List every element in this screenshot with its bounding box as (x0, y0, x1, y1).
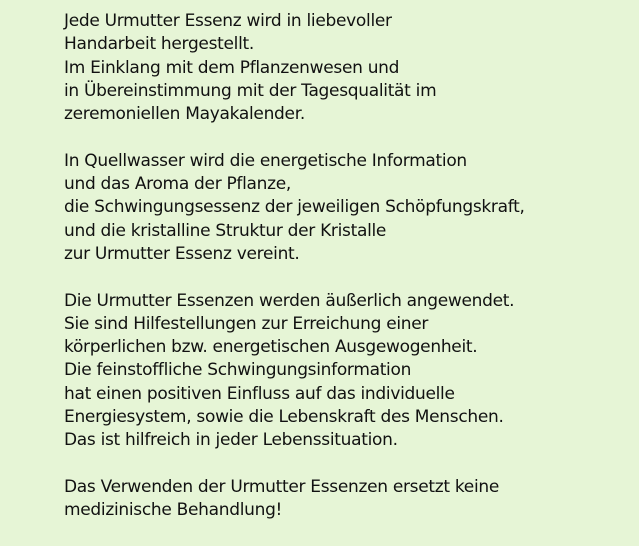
text-line: hat einen positiven Einfluss auf das individuelle (64, 383, 455, 404)
essence-description (64, 10, 634, 546)
text-line: Sie sind Hilfestellungen zur Erreichung einer (64, 313, 429, 334)
text-line: zur Urmutter Essenz vereint. (64, 243, 300, 264)
text-line: Das Verwenden der Urmutter Essenzen ersetzt keine (64, 476, 500, 497)
text-line: und das Aroma der Pflanze, (64, 174, 292, 195)
paragraph-handcrafted (64, 10, 634, 126)
text-line: und die kristalline Struktur der Kristalle (64, 220, 387, 241)
text-line: Die feinstoffliche Schwingungsinformation (64, 360, 412, 381)
text-line: die Schwingungsessenz der jeweiligen Schöpfungskraft, (64, 197, 525, 218)
text-line: in Übereinstimmung mit der Tagesqualität im (64, 80, 437, 101)
text-line: Die Urmutter Essenzen werden äußerlich angewendet. (64, 290, 515, 311)
text-line: Das ist hilfreich in jeder Lebenssituation. (64, 430, 398, 451)
text-line: Handarbeit hergestellt. (64, 34, 254, 55)
text-line: Jede Urmutter Essenz wird in liebevoller (64, 11, 392, 31)
text-line: Im Einklang mit dem Pflanzenwesen und (64, 57, 400, 78)
text-line: medizinische Behandlung! (64, 500, 283, 521)
text-line: Energiesystem, sowie die Lebenskraft des Menschen. (64, 407, 504, 428)
text-line: In Quellwasser wird die energetische Information (64, 150, 467, 171)
paragraph-spring-water (64, 150, 634, 266)
paragraph-external-use (64, 290, 634, 453)
text-line: zeremoniellen Mayakalender. (64, 104, 305, 125)
paragraph-disclaimer (64, 476, 634, 523)
text-line: körperlichen bzw. energetischen Ausgewogenheit. (64, 337, 478, 358)
